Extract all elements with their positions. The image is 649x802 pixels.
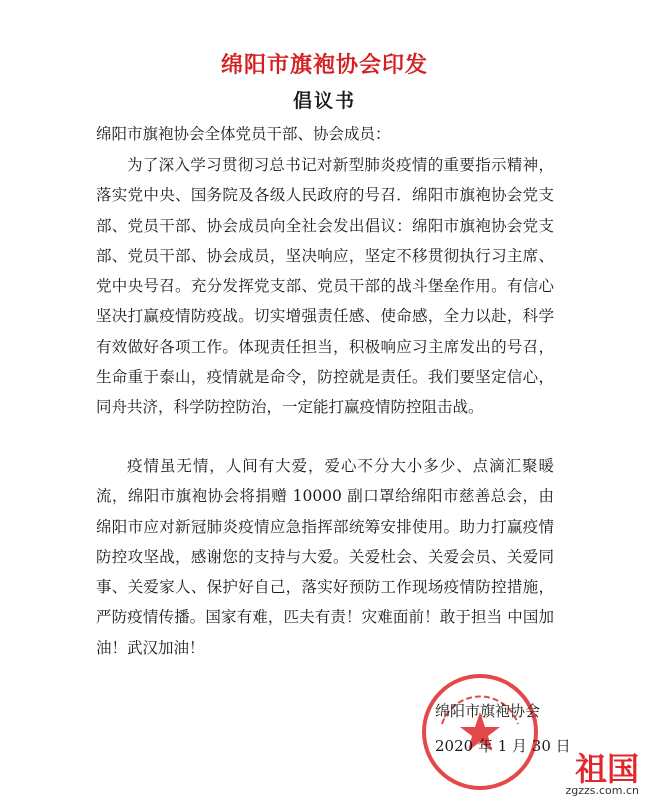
- signature-date: 2020 年 1 月 30 日: [435, 737, 571, 755]
- official-seal-stamp: [420, 672, 540, 792]
- watermark-logo-text: 祖国: [574, 750, 639, 788]
- issuer-header: 绵阳市旗袍协会印发: [220, 53, 428, 78]
- signature-organization: 绵阳市旗袍协会: [435, 702, 541, 720]
- document-title: 倡议书: [292, 90, 356, 112]
- salutation: 绵阳市旗袍协会全体党员干部、协会成员：: [96, 125, 391, 143]
- site-watermark: [529, 752, 639, 798]
- body-paragraph-2: 疫情虽无情，人间有大爱，爱心不分大小多少、点滴汇聚暖流，绵阳市旗袍协会将捐赠 10000 副口罩给绵阳市慈善总会，由绵阳市应对新冠肺炎疫情应急指挥部统筹安排使用。助力打赢疫情防控攻坚战，感谢您的支持与大爱。关爱杜会、关爱会员、关爱同事、关爱家人、保护好自己，落实好预防工作现场疫情防控措施，严防疫情传播。国家有难，匹夫有责！灾难面前！敢于担当 中国加油！武汉加油！: [96, 457, 554, 657]
- watermark-url: zgzzs.com.cn: [565, 784, 639, 797]
- body-paragraph-1: 为了深入学习贯彻习总书记对新型肺炎疫情的重要指示精神，落实党中央、国务院及各级人民政府的号召．绵阳市旗袍协会党支部、党员干部、协会成员向全社会发出倡议：绵阳市旗袍协会党支部、党员干部、协会成员，坚决响应，坚定不移贯彻执行习主席、党中央号召。充分发挥党支部、党员干部的战斗堡垒作用。有信心坚决打赢疫情防疫战。切实增强责任感、使命感，全力以赴，科学有效做好各项工作。体现责任担当，积极响应习主席发出的号召，生命重于泰山，疫情就是命令，防控就是责任。我们要坚定信心，同舟共济，科学防控防治，一定能打赢疫情防控阻击战。: [96, 156, 554, 417]
